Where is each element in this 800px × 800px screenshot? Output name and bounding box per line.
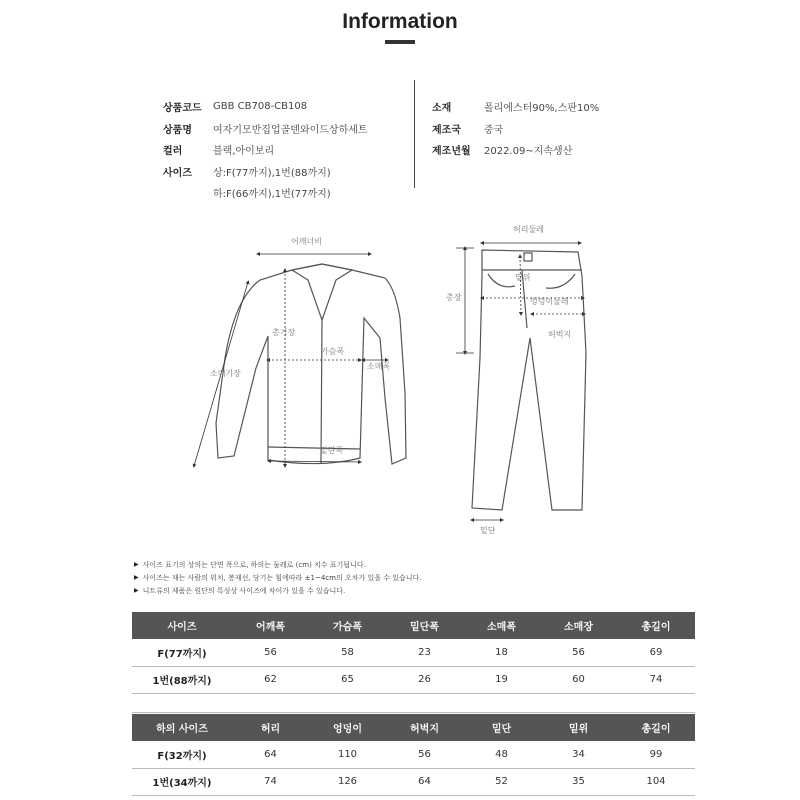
table-cell: 69	[617, 639, 695, 666]
shoulder-label: 어깨너비	[291, 237, 322, 246]
rise-measure-line	[520, 256, 521, 314]
triangle-bullet-icon: ▶	[134, 561, 139, 568]
pants-total-length-label: 총장	[446, 293, 462, 302]
table-cell: 56	[232, 639, 309, 666]
note-text: 니트류의 제품은 원단의 특성상 사이즈에 차이가 있을 수 있습니다.	[142, 586, 346, 595]
table-cell: 126	[309, 768, 386, 795]
table-row	[132, 768, 695, 795]
table-header-cell: 허벅지	[386, 714, 463, 741]
table-row	[132, 741, 695, 768]
info-value: GBB CB708-CB108	[213, 101, 308, 113]
table-cell: 74	[232, 768, 309, 795]
note-item	[134, 584, 421, 597]
bottom-size-table	[132, 714, 695, 796]
measurement-notes	[134, 558, 421, 597]
info-label: 소재	[432, 103, 452, 115]
sleeve-length-label: 소매기장	[210, 369, 241, 378]
table-row	[132, 666, 695, 693]
product-info-left	[163, 96, 368, 204]
pants-outline	[472, 250, 586, 510]
table-cell: 18	[463, 639, 540, 666]
table-cell: 26	[386, 666, 463, 693]
info-row-color	[163, 139, 368, 161]
table-cell: 110	[309, 741, 386, 768]
info-label: 제조국	[432, 124, 461, 136]
info-value: 하:F(66까지),1번(77까지)	[213, 189, 331, 201]
rise-label: 밑위	[515, 273, 531, 282]
table-cell: 56	[386, 741, 463, 768]
table-header-cell: 밑단폭	[386, 612, 463, 639]
chest-label: 가슴폭	[321, 347, 345, 356]
table-header-cell: 소매폭	[463, 612, 540, 639]
table-row-label: F(77까지)	[132, 639, 232, 666]
info-value: 폴리에스터90%,스판10%	[484, 103, 600, 115]
table-header-cell: 총길이	[617, 714, 695, 741]
info-value: 블랙,아이보리	[213, 146, 275, 158]
table-row-label: F(32까지)	[132, 741, 232, 768]
table-blank-row	[132, 693, 695, 712]
table-header-cell: 엉덩이	[309, 714, 386, 741]
pants-diagram	[472, 250, 586, 510]
garment-diagrams	[180, 218, 620, 538]
note-item	[134, 571, 421, 584]
note-text: 사이즈는 재는 사람의 위치, 봉재선, 당기는 힘에따라 ±1~4cm의 오차가 있을 수 있습니다.	[142, 573, 422, 582]
table-cell: 52	[463, 768, 540, 795]
table-cell: 56	[540, 639, 617, 666]
pants-hem-label: 밑단	[480, 526, 496, 535]
table-header-cell: 밑위	[540, 714, 617, 741]
info-value: 중국	[484, 124, 504, 136]
table-header-cell: 어깨폭	[232, 612, 309, 639]
hip-label: 엉덩이둘레	[530, 297, 569, 306]
triangle-bullet-icon: ▶	[134, 587, 139, 594]
table-cell: 34	[540, 741, 617, 768]
table-header-cell: 밑단	[463, 714, 540, 741]
thigh-label: 허벅지	[548, 330, 572, 339]
info-row-material	[432, 96, 599, 118]
triangle-bullet-icon: ▶	[134, 574, 139, 581]
table-header-row	[132, 714, 695, 741]
table-cell: 35	[540, 768, 617, 795]
table-cell: 99	[617, 741, 695, 768]
info-value: 2022.09~지속생산	[484, 146, 573, 158]
table-cell: 23	[386, 639, 463, 666]
info-label: 상품명	[163, 124, 192, 136]
table-header-cell: 허리	[232, 714, 309, 741]
product-info-right	[432, 96, 599, 161]
table-cell: 104	[617, 768, 695, 795]
note-item	[134, 558, 421, 571]
waist-label: 허리둘레	[513, 225, 544, 234]
table-cell: 64	[232, 741, 309, 768]
table-row	[132, 639, 695, 666]
info-label: 상품코드	[163, 103, 202, 115]
table-cell: 48	[463, 741, 540, 768]
table-header-cell: 총길이	[617, 612, 695, 639]
table-header-row	[132, 612, 695, 639]
shirt-collar	[292, 264, 352, 320]
table-row-label: 1번(88까지)	[132, 666, 232, 693]
info-value: 여자기모반집업골덴와이드상하세트	[213, 124, 368, 136]
info-value: 상:F(77까지),1번(88까지)	[213, 167, 331, 179]
table-header-cell: 가슴폭	[309, 612, 386, 639]
table-cell: 58	[309, 639, 386, 666]
info-row-size-bottom	[163, 182, 368, 204]
info-label: 제조년월	[432, 146, 471, 158]
info-divider	[414, 80, 415, 188]
info-row-date	[432, 139, 599, 161]
table-cell: 74	[617, 666, 695, 693]
top-size-table	[132, 612, 695, 713]
info-label: 사이즈	[163, 167, 192, 179]
table-header-cell: 소매장	[540, 612, 617, 639]
sleeve-width-label: 소매폭	[367, 362, 391, 371]
info-row-name	[163, 118, 368, 140]
total-length-label: 총기장	[272, 328, 296, 337]
table-row-label: 1번(34까지)	[132, 768, 232, 795]
info-row-code	[163, 96, 368, 118]
table-cell: 65	[309, 666, 386, 693]
hem-label: 밑단폭	[320, 446, 344, 455]
title-underline	[385, 40, 415, 44]
table-cell: 19	[463, 666, 540, 693]
info-row-size	[163, 161, 368, 183]
info-row-country	[432, 118, 599, 140]
note-text: 사이즈 표기의 상의는 단면 폭으로, 하의는 둘레로 (cm) 치수 표기됩니다.	[142, 560, 366, 569]
table-header-cell: 사이즈	[132, 612, 232, 639]
table-cell: 62	[232, 666, 309, 693]
table-cell: 64	[386, 768, 463, 795]
page-title: Information	[342, 10, 458, 33]
table-cell: 60	[540, 666, 617, 693]
table-header-cell: 하의 사이즈	[132, 714, 232, 741]
info-label: 컬러	[163, 146, 183, 158]
